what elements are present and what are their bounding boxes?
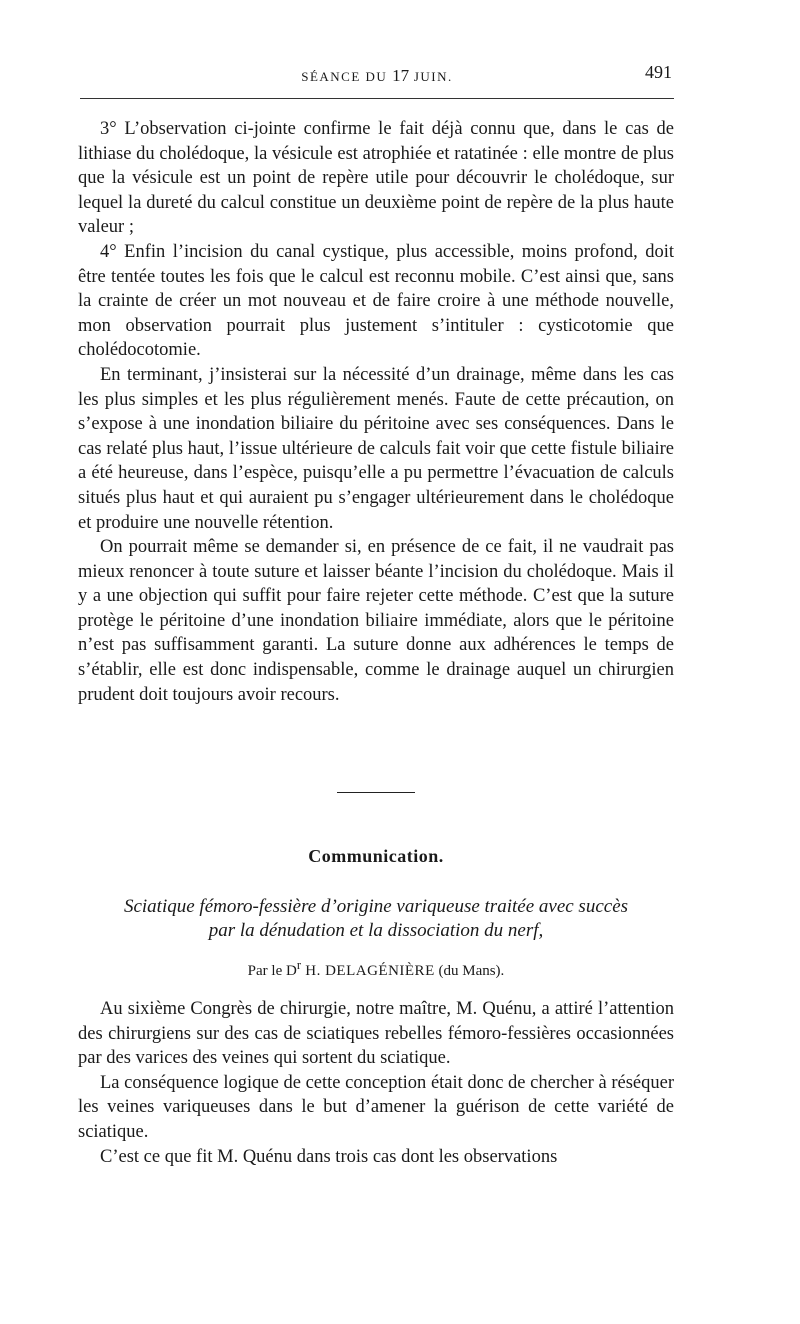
byline-author: H. DELAGÉNIÈRE bbox=[301, 963, 435, 979]
body-text-bottom bbox=[78, 997, 674, 1169]
page-number: 491 bbox=[645, 62, 672, 82]
byline-suffix: (du Mans). bbox=[434, 963, 505, 979]
byline-prefix: Par le D bbox=[247, 963, 297, 979]
section-separator bbox=[337, 792, 415, 793]
paragraph: On pourrait même se demander si, en présence de ce fait, il ne vaudrait pas mieux renoncer à toute suture et laisser béante l’incision du cholédoque. Mais il y a une objection qui suffit pour faire rejeter cette méthode. C’est que la suture protège le péritoine d’une inondation biliaire immédiate, alors que le péritoine n’est pas suffisamment garanti. La suture donne aux adhérences le temps de s’établir, elle est donc indispensable, comme le drainage auquel un chirurgien prudent doit toujours avoir recours. bbox=[78, 537, 674, 705]
article-title-line: Sciatique fémoro-fessière d’origine variqueuse traitée avec succès bbox=[123, 896, 629, 917]
paragraph: La conséquence logique de cette conception était donc de chercher à réséquer les veines variqueuses dans le but d’amener la guérison de cette variété de sciatique. bbox=[78, 1072, 674, 1142]
running-title bbox=[80, 66, 674, 86]
paragraph: En terminant, j’insisterai sur la nécessité d’un drainage, même dans les cas les plus simples et les plus régulièrement menés. Faute de cette précaution, on s’expose à une inondation biliaire du péritoine avec ses conséquences. Dans le cas relaté plus haut, l’issue ultérieure de calculs fait voir que cette fistule biliaire a été heureuse, dans l’espèce, puisqu’elle a pu permettre l’évacuation de calculs situés plus haut et qui auraient pu s’engager ultérieurement dans le cholédoque et produire une nouvelle rétention. bbox=[78, 364, 674, 533]
byline-sup: r bbox=[296, 958, 301, 972]
article-title bbox=[60, 895, 692, 943]
running-title-prefix: SÉANCE DU bbox=[301, 69, 393, 84]
running-title-month: JUIN. bbox=[409, 69, 453, 84]
paragraph: 4° Enfin l’incision du canal cystique, plus accessible, moins profond, doit être tentée toutes les fois que le calcul est reconnu mobile. C’est ainsi que, sans la crainte de créer un mot nouveau et de faire croire à une méthode nouvelle, mon observation pourrait plus justement s’intituler : cysticotomie que cholédocotomie. bbox=[78, 241, 674, 361]
body-text-top bbox=[78, 117, 674, 707]
author-byline bbox=[78, 958, 674, 980]
running-header bbox=[80, 62, 674, 92]
header-rule bbox=[80, 98, 674, 99]
running-title-day: 17 bbox=[392, 66, 410, 85]
paragraph: Au sixième Congrès de chirurgie, notre maître, M. Quénu, a attiré l’attention des chirurgiens sur des cas de sciatiques rebelles fémoro-fessières occasionnées par des varices des veines qui sortent du sciatique. bbox=[78, 999, 674, 1069]
section-heading: Communication. bbox=[308, 846, 444, 866]
paragraph: C’est ce que fit M. Quénu dans trois cas dont les observations bbox=[100, 1146, 558, 1167]
paragraph: 3° L’observation ci-jointe confirme le fait déjà connu que, dans le cas de lithiase du cholédoque, la vésicule est atrophiée et ratatinée : elle montre de plus que la vésicule est un point de repère utile pour découvrir le cholédoque, sur lequel la dureté du calcul constitue un deuxième point de repère de la plus haute valeur ; bbox=[78, 119, 674, 238]
article-title-line: par la dénudation et la dissociation du nerf, bbox=[208, 920, 544, 941]
